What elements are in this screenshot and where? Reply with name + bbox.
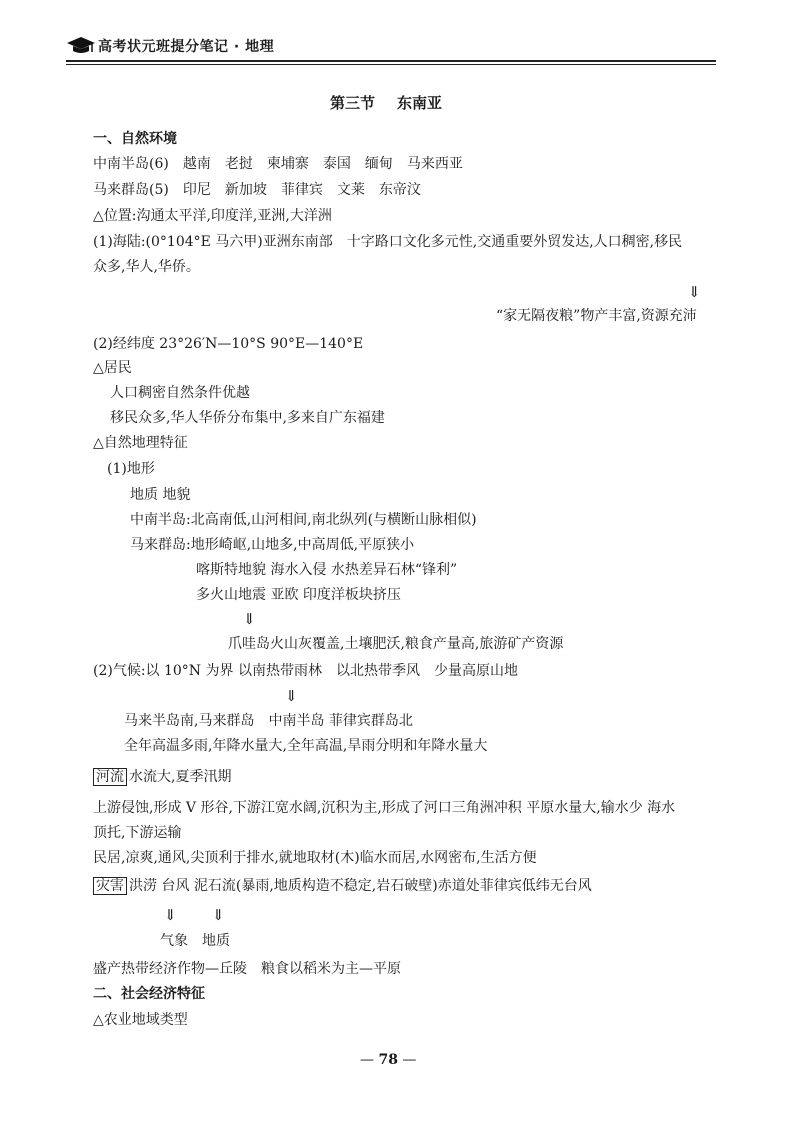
graduation-cap-icon: [66, 34, 96, 56]
header-title: 高考状元班提分笔记 · 地理: [98, 39, 275, 55]
section-title: [330, 92, 442, 113]
text-line: 顶托,下游运输: [93, 825, 182, 841]
text-line: 全年高温多雨,年降水量大,全年高温,旱雨分明和年降水量大: [124, 738, 488, 754]
text-line: 地质 地貌: [130, 487, 191, 503]
text-line: 爪哇岛火山灰覆盖,土壤肥沃,粮食产量高,旅游矿产资源: [228, 636, 564, 652]
text-line: 人口稠密自然条件优越: [110, 385, 250, 401]
text-line: 多火山地震 亚欧 印度洋板块挤压: [196, 587, 401, 603]
down-arrow-icon: ⇓: [688, 283, 701, 301]
boxed-label-disasters: 灾害: [93, 877, 127, 895]
text-line: “家无隔夜粮”物产丰富,资源充沛: [496, 308, 697, 324]
down-arrow-icon: ⇓: [243, 610, 256, 628]
text-line: 马来群岛:地形崎岖,山地多,中高周低,平原狭小: [130, 537, 415, 553]
heading-social-economic: 二、社会经济特征: [93, 986, 205, 1002]
section-number: 第三节: [330, 94, 376, 112]
page-header: [66, 32, 716, 64]
page-dash-left: —: [360, 1052, 374, 1068]
text-line: (1)地形: [107, 461, 155, 477]
text-line: 中南半岛(6) 越南 老挝 柬埔寨 泰国 缅甸 马来西亚: [93, 156, 463, 172]
text-line: (1)海陆:(0°104°E 马六甲)亚洲东南部 十字路口文化多元性,交通重要外贸发达,人口稠密,移民: [93, 234, 683, 250]
page-number-value: 78: [378, 1052, 398, 1068]
text-line: 上游侵蚀,形成 V 形谷,下游江宽水阔,沉积为主,形成了河口三角洲冲积 平原水量大,输水少 海水: [93, 800, 676, 816]
text-line: 众多,华人,华侨。: [93, 259, 200, 275]
header-rule-thin: [66, 64, 716, 65]
text-line: 马来半岛南,马来群岛 中南半岛 菲律宾群岛北: [124, 713, 413, 729]
page-dash-right: —: [402, 1052, 417, 1068]
boxed-label-rivers: 河流: [93, 768, 127, 786]
text-line: 气象 地质: [160, 933, 230, 949]
down-arrow-icon: ⇓: [285, 687, 298, 705]
text-line: 马来群岛(5) 印尼 新加坡 菲律宾 文莱 东帝汶: [93, 182, 421, 198]
text-line: 民居,凉爽,通风,尖顶利于排水,就地取材(木)临水而居,水网密布,生活方便: [93, 850, 537, 866]
page-number: [360, 1052, 416, 1068]
section-name: 东南亚: [397, 94, 443, 112]
text-span: 水流大,夏季汛期: [129, 769, 232, 785]
text-line: △居民: [93, 360, 132, 376]
header-rule: [66, 60, 716, 62]
down-arrow-icon: ⇓: [164, 906, 177, 924]
text-line: [93, 877, 592, 895]
text-line: 移民众多,华人华侨分布集中,多来自广东福建: [110, 410, 385, 426]
text-line: 喀斯特地貌 海水入侵 水热差异石林“锋利”: [196, 562, 458, 578]
text-line: 中南半岛:北高南低,山河相间,南北纵列(与横断山脉相似): [130, 512, 477, 528]
text-line: (2)气候:以 10°N 为界 以南热带雨林 以北热带季风 少量高原山地: [93, 663, 518, 679]
heading-natural-environment: 一、自然环境: [93, 131, 177, 147]
down-arrow-icon: ⇓: [212, 906, 225, 924]
text-line: [93, 768, 231, 786]
text-line: △位置:沟通太平洋,印度洋,亚洲,大洋洲: [93, 208, 332, 224]
text-line: 盛产热带经济作物—丘陵 粮食以稻米为主—平原: [93, 961, 401, 977]
text-line: △农业地域类型: [93, 1012, 188, 1028]
text-line: △自然地理特征: [93, 435, 188, 451]
text-span: 洪涝 台风 泥石流(暴雨,地质构造不稳定,岩石破壁)赤道处菲律宾低纬无台风: [129, 878, 592, 894]
text-line: (2)经纬度 23°26′N—10°S 90°E—140°E: [93, 336, 364, 352]
